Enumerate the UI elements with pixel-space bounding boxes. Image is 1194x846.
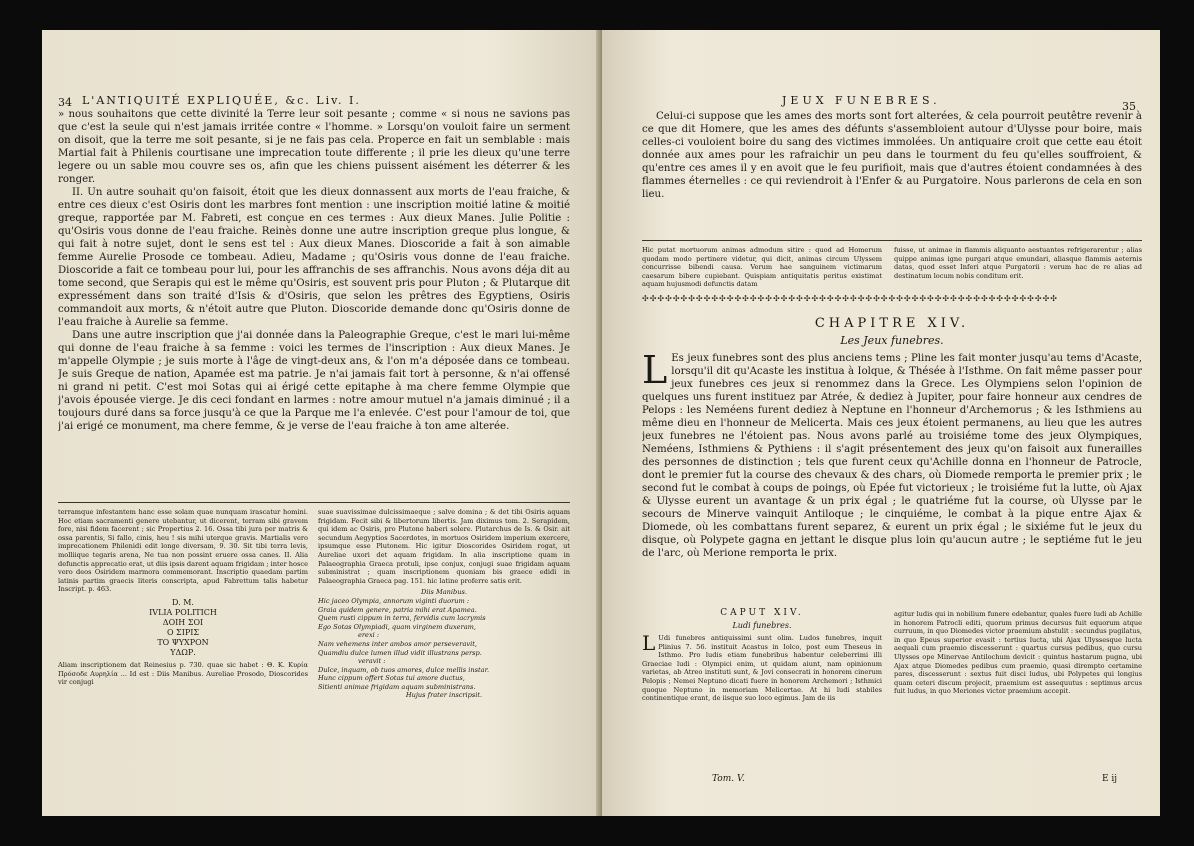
epitaph [58,598,308,658]
running-head-right: JEUX FUNEBRES. [782,94,941,107]
paragraph: Celui-ci suppose que les ames des morts sont fort alterées, & cela pourroit peutêtre revenir à ce que dit Homere, que les ames des défunts s'assembloient autour d'Ulysse pour boire, mais celles-ci vouloient boire du sang des victimes immolées. Un antiquaire croit que cette eau étoit donnée aux ames pour les rafraichir un peu dans le tourment du feu qu'elles souffroient, & qu'entre ces ames il y en avoit que le feu purifioit, mais que d'autres étoient condamnées à des flammes éternelles : ce qui reviendroit à l'Enfer & au Purgatoire. Nous parlerons de cela en son lieu. [642,111,1142,200]
epitaph-line: IVLIA POLITICH [149,607,217,617]
epitaph-line: ΤΟ ΨΥΧΡΟΝ [157,637,209,647]
ornament-band: ✣✣✣✣✣✣✣✣✣✣✣✣✣✣✣✣✣✣✣✣✣✣✣✣✣✣✣✣✣✣✣✣✣✣✣✣✣✣✣✣✣✣✣✣✣✣✣✣✣✣✣✣✣✣ [642,294,1058,303]
poem-line: Quem rusti cippum in terra, fervidis cum lacrymis [318,614,486,623]
poem-line: Ego Sotas Olympiadi, quam virginem duxeram, [318,622,477,631]
poem-line: erexi : [358,631,380,640]
poem-line: Hunc cippum offert Sotas tui amore ductus, [318,674,465,683]
page-number-left: 34 [58,96,72,109]
epitaph-line: ΔΟΙΗ ΣΟΙ [162,617,204,627]
latin-note-a: Hic putat mortuorum animas admodum sitire : quod ad Homerum quodam modo pertinere videtur, qui dicit, animas circum Ulyssem concurrisse bibendi causa. Verum hae sanguinem victimarum caesarum bibere cupiebant. Quispiam antiquitatis peritus existimat aquam hujusmodi defunctis datam [642,246,882,289]
left-main-text [58,108,570,498]
epitaph-line: D. M. [172,597,194,607]
paragraph: II. Un autre souhait qu'on faisoit, étoit que les dieux donnassent aux morts de l'eau fraiche, & entre ces dieux c'est Osiris dont les marbres font mention : une inscription moitié latine & moitié greque, rapportée par M. Fabreti, est conçue en ces termes : Aux dieux Manes. Julie Politie : qu'Osiris vous donne de l'eau fraiche. Reinès donne une autre inscription greque plus longue, & qui fait à notre sujet, dont le sens est tel : Aux dieux Manes. Dioscoride a fait à son aimable femme Aurelie Prosode ce tombeau. Adieu, Madame ; qu'Osiris vous donne de l'eau fraiche. Dioscoride a fait ce tombeau pour lui, pour les affranchis de ses affranchis. Nous avons déja dit au tome second, que Serapis qui est le même qu'Osiris, est souvent pris pour Pluton ; & Plutarque dit expressément dans son traité d'Isis & d'Osiris, que selon les prêtres des Egyptiens, Osiris commandoit aux morts, & n'étoit autre que Pluton. Dioscoride demande donc qu'Osiris donne de l'eau fraiche à Aurelie sa femme. [58,187,570,328]
latin-column-b [318,508,570,808]
epitaph-line: Ο ΣΙΡΙΣ [166,627,200,637]
poem-title: Diis Manibus. [421,588,467,597]
open-book [42,30,1160,816]
page-number-right: 35 [1122,100,1136,113]
drop-cap: L [642,352,668,392]
caput-text-a [642,634,882,778]
poem-line: Graia quidem genere, patria mihi erat Apamea. [318,605,477,614]
footnote-rule [58,502,570,503]
chapter-title: Les Jeux funebres. [840,334,944,347]
poem-line: Nam vehemens inter ambos amor perseveravit, [318,639,477,648]
caput-paragraph: Udi funebres antiquissimi sunt olim. Ludos funebres, inquit Plinius 7. 56. instituit Acastus in Iolco, post eum Theseus in Isthmo. Pro ludis etiam funebribus habentur celeberrimi illi Graeciae ludi : Olympici enim, ut quidam aiunt, nam opinionum varietas, ab Atreo instituti sunt, & Jovi consecrati in honorem cinerum Pelopis ; Nemei Neptuno dicati fuere in honorem Archemori ; Isthmici quoque Neptuno in memoriam Melicertae. At hi ludi stabiles continentique erant, de iisque suo loco egimus. Jam de iis [642,634,882,703]
right-intro-text [642,110,1142,228]
left-page [42,30,600,816]
latin-column-a [58,508,308,808]
poem-line: Dulce, inquam, ob tuos amores, dulce mellis instar. [318,665,490,674]
signature-mark: E ij [1102,774,1118,784]
caput-text-b: agitur ludis qui in nobilium funere edebantur, quales fuere ludi ab Achille in honorem Patrocli editi, quorum primus decursus fuit equorum atque curruum, in quo Diomedes victor praemium abstulit : secundus pugilatus, in quo Epeus superior evasit : tertius lucta, ubi Ajax Ulyssesque lucta aequali cum praemio discesserunt : quartus cursus pedibus, quo cursu Ulysses ope Minervae Antilochum devicit : quintus hastarum pugna, ubi Ajax atque Diomedes pedibus cum praemio, quasi dirempto certamine pares, discesserunt : sextus fuit disci ludus, ubi Polypetes qui longius quam ceteri discum projecit, praemium est assequutus : septimus arcus fuit ludus, in quo Meriones victor praemium accepit. [894,610,1142,696]
latin-text: terramque infestantem hanc esse solam quae nunquam irascatur homini. Hoc etiam sacramenti genere utebantur, ut dicerent, terram sibi gravem fore, nisi fidem facerent ; sic Propertius 2. 16. Ossa tibi jura per matris & ossa parentis, Si fallo, cinis, heu ! sis mihi uterque gravis. Martialis vero imprecationem Philenidi edit longe diversam, 9. 30. Sit tibi terra levis, molliique tegaris arena, Ne tua non possint eruere ossa canes. II. Alia defunctis apprecatio erat, ut diis ipsis darent aquam frigidam ; inter hosce vero deos Osiridem marmora commemorant. Inscriptio quaedam partim latinis partim graecis literis conscripta, apud Fabrettum talis habetur Inscript. p. 463. [58,508,308,594]
latin-note-b: fuisse, ut animae in flammis aliquanto aestuantes refrigerarentur ; alias quippe animas igne purgari atque emundari, aliasque flammis aeternis datas, quod esset Inferi atque Purgatorii : verum hac de re alias ad destinatum locum nobis conditum erit. [894,246,1142,280]
latin-text: suae suavissimae dulcissimaeque ; salve domina ; & det tibi Osiris aquam frigidam. Fecit sibi & libertorum libertis. Jam diximus tom. 2. Serapidem, qui idem ac Osiris, pro Plutone haberi solere. Plutarchus de Is. & Osir. ait secundum Aegyptios Sacerdotes, in mortuos Osiridem imperium exercere, ipsumque esse Plutonem. Hic igitur Dioscorides Osiridem rogat, ut Aureliae uxori det aquam frigidam. In alia inscriptione quam in Palaeographia Graeca protuli, ipse conjux, conjugi suae frigidam aquam subministrat ; quam inscriptionem quoniam bis graece edidi in Palaeographia Graeca pag. 151. hic latine proferre satis erit. [318,508,570,585]
drop-cap: L [642,634,656,655]
epitaph-line: ΥΔΩΡ. [170,647,196,657]
poem-line: Quamdiu dulce lumen illud vidit illustrans persp. [318,648,482,657]
signature-tome: Tom. V. [712,774,745,784]
poem-line: veravit : [358,657,386,666]
latin-text: Aliam inscriptionem dat Reinesius p. 730. quae sic habet : Θ. Κ. Κυρία Πρόσοδε Αυρηλία ... Id est : Diis Manibus. Aureliae Prosodo, Dioscorides vir conjugi [58,660,308,687]
running-head-left: L'ANTIQUITÉ EXPLIQUÉE, &c. Liv. I. [82,94,361,107]
poem-line: Hic jaceo Olympia, annorum viginti duorum : [318,596,470,605]
footnote-rule [642,240,1142,241]
right-page [602,30,1160,816]
caput-title: Ludi funebres. [732,621,792,630]
chapter-paragraph: Es jeux funebres sont des plus anciens tems ; Pline les fait monter jusqu'au tems d'Acaste, lorsqu'il dit qu'Acaste les institua à Iolque, & Thésée à l'Isthme. On fait même passer pour jeux funebres ces jeux si renommez dans la Grece. Les Olympiens selon l'opinion de quelques uns furent instituez par Atrée, & dediez à Jupiter, pour faire honneur aux cendres de Pelops : les Neméens furent dediez à Neptune en l'honneur d'Archemorus ; & les Isthmiens au même dieu en l'honneur de Melicerta. Mais ces jeux étoient permanens, au lieu que les autres jeux funebres ne l'étoient pas. Nous avons parlé au troisiéme tome des jeux Olympiques, Neméens, Isthmiens & Pythiens : il s'agit présentement des jeux qu'on faisoit aux funerailles des personnes de distinction ; tels que furent ceux qu'Achille donna en l'honneur de Patrocle, dont le premier fut la course des chevaux & des chars, où Diomede remporta le premier prix ; le second fut le combat à coups de poings, où Epée fut victorieux ; le troisiéme fut la lutte, où Ajax & Ulysse eurent un avantage & un prix égal ; le quatriéme fut la course, où Ulysse par le secours de Minerve vainquit Antiloque ; le cinquiéme, le combat à la pique entre Ajax & Diomede, où les combattans furent separez, & eurent un prix égal ; le sixiéme fut le jeux du disque, où Polypete gagna en jettant le disque plus loin qu'aucun autre ; le septiéme fut le jeu de l'arc, où Merione remporta le prix. [642,353,1142,559]
chapter-heading: CHAPITRE XIV. [814,316,970,331]
paragraph: » nous souhaitons que cette divinité la Terre leur soit pesante ; comme « si nous ne savions pas que c'est la seule qui n'est jamais irritée contre « l'homme. » Lorsqu'on vouloit faire un serment on disoit, que la terre me soit pesante, si je ne fais pas cela. Properce en fait un semblable : mais Martial fait à Philenis courtisane une imprecation toute differente ; il prie les dieux qu'une terre legere ou un sable mou couvre ses os, afin que les chiens puissent aisément les déterrer & les ronger. [58,109,570,185]
poem-line: Hujus frater inscripsit. [405,691,483,700]
paragraph: Dans une autre inscription que j'ai donnée dans la Paleographie Greque, c'est le mari lui-même qui donne de l'eau fraiche à sa femme : voici les termes de l'inscription : Aux dieux Manes. Je m'appelle Olympie ; je suis morte à l'âge de vingt-deux ans, & l'on m'a déposée dans ce tombeau. Je suis Greque de nation, Apamée est ma patrie. Je n'ai jamais fait tort à personne, & n'ai offensé ni grand ni petit. C'est moi Sotas qui ai érigé cette epitaphe à ma chere femme Olympie que j'avois épousée vierge. Je dis ceci fondant en larmes : notre amour mutuel n'a jamais diminué ; il a toujours duré dans sa force jusqu'à ce que la Parque me l'a enlevée. C'est pour l'amour de toi, que j'ai erigé ce monument, ma chere femme, & je verse de l'eau fraiche à ton ame alterée. [58,330,570,432]
poem [318,597,570,700]
poem-line: Sitienti animae frigidam aquam subministrans. [318,682,476,691]
caput-heading: CAPUT XIV. [720,608,804,618]
chapter-text [642,352,1142,598]
